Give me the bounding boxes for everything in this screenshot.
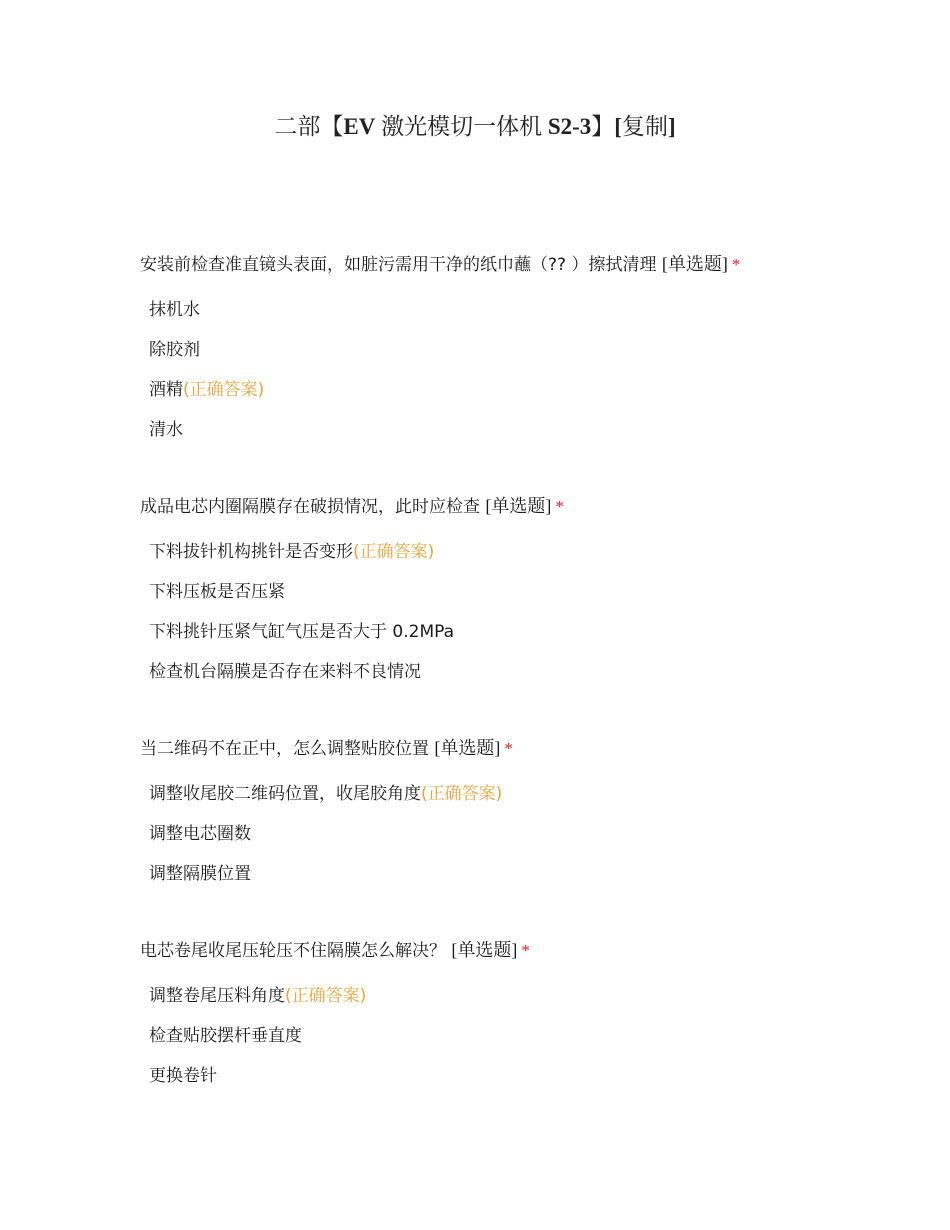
title-open-bracket: [	[614, 114, 622, 139]
option-list	[140, 984, 900, 1104]
option-label: 检查机台隔膜是否存在来料不良情况	[149, 662, 421, 682]
title-model: S2-3	[547, 114, 592, 139]
option-item[interactable]	[149, 580, 900, 620]
option-label: 下料压板是否压紧	[149, 582, 285, 602]
option-label: 调整卷尾压料角度	[149, 986, 285, 1006]
option-label: 调整隔膜位置	[149, 864, 251, 884]
option-item[interactable]	[149, 378, 900, 418]
option-item[interactable]	[149, 660, 900, 700]
correct-answer-tag: (正确答案)	[285, 986, 367, 1006]
correct-answer-tag: (正确答案)	[353, 542, 435, 562]
question-label: 安装前检查准直镜头表面，如脏污需用干净的纸巾蘸（?? ）擦拭清理	[140, 255, 657, 275]
page-title	[0, 110, 950, 144]
option-label: 调整收尾胶二维码位置，收尾胶角度	[149, 784, 421, 804]
question-text	[140, 736, 900, 760]
title-close-bracket: ]	[667, 114, 676, 139]
question-4	[140, 938, 900, 1104]
option-item[interactable]	[149, 984, 900, 1024]
title-copy: 复制	[621, 114, 668, 139]
required-mark: *	[504, 739, 513, 758]
question-type: [单选题]	[434, 738, 501, 758]
option-list	[140, 782, 900, 902]
title-machine: 激光模切一体机	[375, 114, 548, 139]
option-item[interactable]	[149, 298, 900, 338]
required-mark: *	[731, 255, 741, 274]
option-label: 抹机水	[149, 300, 200, 320]
option-item[interactable]	[149, 540, 900, 580]
required-mark: *	[555, 497, 564, 516]
option-item[interactable]	[149, 338, 900, 378]
option-label: 调整电芯圈数	[149, 824, 251, 844]
option-label: 下料拔针机构挑针是否变形	[149, 542, 353, 562]
question-text	[140, 938, 900, 962]
option-label: 清水	[149, 420, 183, 440]
question-text	[140, 252, 900, 276]
option-label: 除胶剂	[149, 340, 200, 360]
title-bracket: 】	[591, 114, 615, 139]
question-text	[140, 494, 900, 518]
question-type: [单选题]	[451, 940, 518, 960]
required-mark: *	[521, 941, 530, 960]
question-1	[140, 252, 900, 458]
option-item[interactable]	[149, 782, 900, 822]
question-label: 成品电芯内圈隔膜存在破损情况，此时应检查	[140, 497, 480, 517]
option-item[interactable]	[149, 822, 900, 862]
question-label: 当二维码不在正中，怎么调整贴胶位置	[140, 739, 429, 759]
question-label: 电芯卷尾收尾压轮压不住隔膜怎么解决？	[140, 941, 446, 961]
option-item[interactable]	[149, 620, 900, 660]
option-label: 酒精	[149, 380, 183, 400]
option-label: 更换卷针	[149, 1066, 217, 1086]
option-list	[140, 540, 900, 700]
correct-answer-tag: (正确答案)	[421, 784, 503, 804]
question-type: [单选题]	[485, 496, 552, 516]
option-item[interactable]	[149, 418, 900, 458]
option-list	[140, 298, 900, 458]
correct-answer-tag: (正确答案)	[183, 380, 265, 400]
option-item[interactable]	[149, 1024, 900, 1064]
option-label: 检查贴胶摆杆垂直度	[149, 1026, 302, 1046]
question-2	[140, 494, 900, 700]
option-item[interactable]	[149, 862, 900, 902]
title-prefix: 二部【	[274, 114, 344, 139]
question-type: [单选题]	[661, 254, 728, 274]
option-label: 下料挑针压紧气缸气压是否大于 0.2MPa	[149, 622, 455, 642]
option-item[interactable]	[149, 1064, 900, 1104]
question-3	[140, 736, 900, 902]
title-ev: EV	[343, 114, 376, 139]
